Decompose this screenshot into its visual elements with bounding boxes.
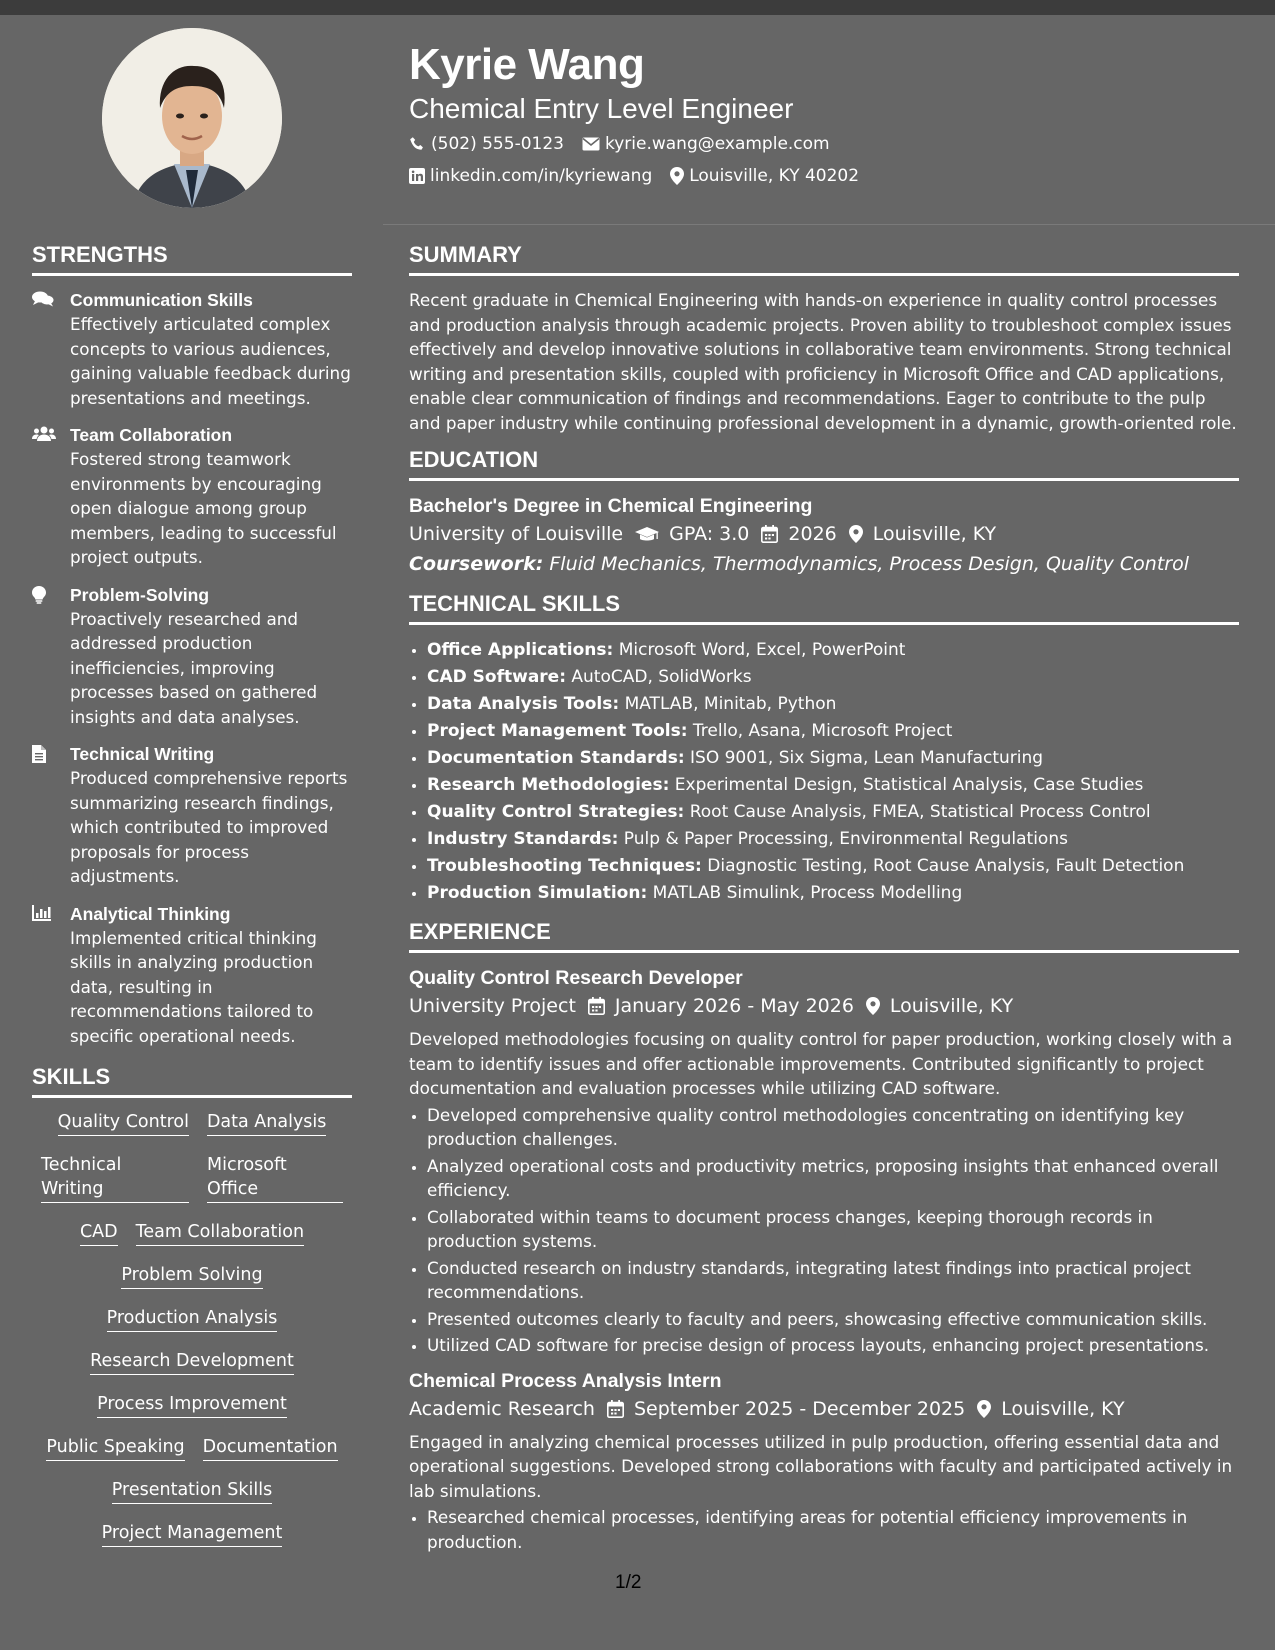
tech-skill-label: CAD Software: bbox=[427, 667, 566, 687]
tech-skill-value: Diagnostic Testing, Root Cause Analysis, Fault Detection bbox=[707, 856, 1185, 876]
phone-contact[interactable] bbox=[409, 132, 564, 156]
job-bullet: • Analyzed operational costs and productivity metrics, proposing insights that enhanced overall efficiency. bbox=[427, 1154, 1239, 1203]
strength-desc: Fostered strong teamwork environments by encouraging open dialogue among group members, leading to successful project outputs. bbox=[70, 449, 337, 567]
tech-skill-value: MATLAB Simulink, Process Modelling bbox=[652, 883, 963, 903]
calendar-icon bbox=[761, 525, 778, 543]
summary-heading: SUMMARY bbox=[409, 242, 1239, 276]
tech-skill-value: Pulp & Paper Processing, Environmental Regulations bbox=[623, 829, 1068, 849]
gpa-item bbox=[635, 519, 749, 549]
technical-skill-item bbox=[427, 826, 1239, 853]
skill-tag: Project Management bbox=[102, 1521, 283, 1547]
tech-skill-label: Research Methodologies: bbox=[427, 775, 670, 795]
header-divider bbox=[383, 224, 1275, 225]
education-meta bbox=[409, 519, 1239, 549]
job-location: Louisville, KY bbox=[889, 995, 1014, 1017]
resume-header bbox=[409, 40, 1249, 188]
tech-skill-value: Microsoft Word, Excel, PowerPoint bbox=[618, 640, 906, 660]
tech-skill-label: Documentation Standards: bbox=[427, 748, 685, 768]
skills-heading: SKILLS bbox=[32, 1064, 352, 1098]
coursework-label: Coursework: bbox=[409, 553, 544, 575]
skill-tag: Team Collaboration bbox=[136, 1220, 304, 1246]
job-bullet: • Researched chemical processes, identifying areas for potential efficiency improvements in production. bbox=[427, 1505, 1239, 1554]
job-bullet: • Collaborated within teams to document process changes, keeping thorough records in production systems. bbox=[427, 1205, 1239, 1254]
education-location-item bbox=[849, 519, 996, 549]
degree-title: Bachelor's Degree in Chemical Engineering bbox=[409, 495, 813, 517]
envelope-icon bbox=[582, 137, 600, 151]
bar-chart-icon bbox=[32, 905, 51, 921]
linkedin-icon bbox=[409, 168, 425, 184]
map-pin-icon bbox=[977, 1400, 991, 1418]
top-bar bbox=[0, 0, 1275, 15]
tech-skill-value: Root Cause Analysis, FMEA, Statistical Process Control bbox=[689, 802, 1151, 822]
strength-desc: Effectively articulated complex concepts to various audiences, gaining valuable feedback during presentations and meetings. bbox=[70, 314, 351, 408]
gpa-text: GPA: 3.0 bbox=[669, 523, 750, 545]
strengths-heading: STRENGTHS bbox=[32, 242, 352, 276]
strength-item bbox=[32, 742, 352, 889]
strength-item bbox=[32, 583, 352, 730]
graduation-year-item bbox=[761, 519, 836, 549]
job-dates-item bbox=[588, 991, 854, 1021]
map-pin-icon bbox=[866, 997, 880, 1015]
tech-skill-value: AutoCAD, SolidWorks bbox=[571, 667, 752, 687]
skill-row bbox=[32, 1349, 352, 1375]
skill-tag: CAD bbox=[80, 1220, 118, 1246]
graduation-cap-icon bbox=[635, 526, 659, 543]
location-text: Louisville, KY 40202 bbox=[689, 166, 860, 186]
technical-skill-item bbox=[427, 637, 1239, 664]
coursework bbox=[409, 549, 1239, 579]
strength-item bbox=[32, 423, 352, 570]
skill-row bbox=[32, 1435, 352, 1461]
year-text: 2026 bbox=[788, 523, 837, 545]
tech-skill-label: Troubleshooting Techniques: bbox=[427, 856, 702, 876]
job-bullet: • Developed comprehensive quality control methodologies concentrating on identifying key production challenges. bbox=[427, 1103, 1239, 1152]
job-summary: Developed methodologies focusing on quality control for paper production, working closely with a team to identify issues and offer actionable improvements. Contributed significantly to project documentation and evaluation processes while utilizing CAD software. bbox=[409, 1029, 1233, 1098]
technical-skill-item bbox=[427, 745, 1239, 772]
tech-skill-label: Production Simulation: bbox=[427, 883, 648, 903]
job-title: Quality Control Research Developer bbox=[409, 967, 743, 989]
skill-row bbox=[32, 1478, 352, 1504]
job-org: Academic Research bbox=[409, 1397, 595, 1420]
strength-title: Communication Skills bbox=[70, 290, 253, 310]
tech-skill-value: ISO 9001, Six Sigma, Lean Manufacturing bbox=[690, 748, 1044, 768]
skill-row bbox=[32, 1521, 352, 1547]
tech-skill-value: Experimental Design, Statistical Analysis, Case Studies bbox=[674, 775, 1144, 795]
job-bullets bbox=[409, 1103, 1239, 1358]
job-dates: September 2025 - December 2025 bbox=[633, 1397, 966, 1420]
tech-skill-label: Project Management Tools: bbox=[427, 721, 688, 741]
tech-skill-label: Quality Control Strategies: bbox=[427, 802, 685, 822]
job-title: Chemical Process Analysis Intern bbox=[409, 1369, 722, 1392]
skill-tag: Microsoft Office bbox=[207, 1153, 343, 1203]
technical-skill-item bbox=[427, 853, 1239, 880]
calendar-icon bbox=[607, 1400, 624, 1418]
contact-row-2 bbox=[409, 164, 1249, 188]
summary-text: Recent graduate in Chemical Engineering with hands-on experience in quality control processes and production analysis through academic projects. Proven ability to troubleshoot complex issues effectively and develop innovative solutions in collaborative team environments. Strong technical writing and presentation skills, coupled with proficiency in Microsoft Office and CAD applications, enable clear communication of findings and recommendations. Eager to contribute to the pulp and paper industry while continuing professional development in a dynamic, growth-oriented role. bbox=[409, 290, 1237, 433]
education-location-text: Louisville, KY bbox=[872, 523, 997, 545]
education-section bbox=[409, 447, 1239, 579]
skill-row bbox=[32, 1220, 352, 1246]
skill-tag: Technical Writing bbox=[41, 1153, 189, 1203]
skill-tag: Production Analysis bbox=[107, 1306, 278, 1332]
candidate-role: Chemical Entry Level Engineer bbox=[409, 93, 794, 124]
document-icon bbox=[32, 745, 46, 763]
job-bullet: • Conducted research on industry standards, integrating latest findings into practical project recommendations. bbox=[427, 1256, 1239, 1305]
page-number: 1/2 bbox=[615, 1572, 642, 1593]
experience-heading: EXPERIENCE bbox=[409, 919, 1239, 953]
job-entry bbox=[409, 1368, 1239, 1555]
school-name: University of Louisville bbox=[409, 523, 624, 545]
job-meta bbox=[409, 1394, 1239, 1424]
phone-icon bbox=[409, 136, 426, 153]
job-bullet: • Utilized CAD software for precise design of process layouts, enhancing project presentations. bbox=[427, 1333, 1239, 1358]
comments-icon bbox=[32, 291, 54, 307]
calendar-icon bbox=[588, 997, 605, 1015]
skill-tag: Presentation Skills bbox=[112, 1478, 272, 1504]
lightbulb-icon bbox=[32, 586, 46, 604]
technical-skill-item bbox=[427, 718, 1239, 745]
skill-row bbox=[32, 1110, 352, 1136]
users-icon bbox=[32, 426, 56, 442]
job-location: Louisville, KY bbox=[1001, 1397, 1125, 1420]
job-dates-item bbox=[607, 1394, 965, 1424]
email-contact[interactable] bbox=[582, 132, 830, 156]
skill-row bbox=[32, 1263, 352, 1289]
job-bullet: • Presented outcomes clearly to faculty and peers, showcasing effective communication skills. bbox=[427, 1307, 1239, 1332]
right-column bbox=[409, 242, 1239, 1566]
experience-section bbox=[409, 919, 1239, 1554]
coursework-list: Fluid Mechanics, Thermodynamics, Process Design, Quality Control bbox=[549, 553, 1190, 575]
job-entry bbox=[409, 965, 1239, 1358]
technical-skill-item bbox=[427, 880, 1239, 907]
linkedin-text: linkedin.com/in/kyriewang bbox=[430, 166, 653, 186]
technical-skill-item bbox=[427, 691, 1239, 718]
technical-skill-item bbox=[427, 664, 1239, 691]
tech-skill-label: Office Applications: bbox=[427, 640, 614, 660]
skill-tag: Public Speaking bbox=[46, 1435, 184, 1461]
skill-tag: Data Analysis bbox=[207, 1110, 326, 1136]
skill-row bbox=[32, 1392, 352, 1418]
skill-tag: Problem Solving bbox=[121, 1263, 262, 1289]
skill-row bbox=[32, 1306, 352, 1332]
job-location-item bbox=[977, 1394, 1124, 1424]
strength-title: Problem-Solving bbox=[70, 584, 210, 605]
education-heading: EDUCATION bbox=[409, 447, 1239, 481]
job-location-item bbox=[866, 991, 1013, 1021]
strength-desc: Implemented critical thinking skills in analyzing production data, resulting in recommendations tailored to specific operational needs. bbox=[70, 927, 317, 1046]
strength-title: Analytical Thinking bbox=[70, 903, 231, 924]
strength-title: Technical Writing bbox=[70, 744, 215, 764]
candidate-name: Kyrie Wang bbox=[409, 40, 645, 89]
summary-section bbox=[409, 242, 1239, 435]
skill-row bbox=[32, 1153, 352, 1203]
skill-tag: Quality Control bbox=[58, 1110, 189, 1136]
skill-tag: Process Improvement bbox=[97, 1392, 287, 1418]
strength-desc: Produced comprehensive reports summarizing research findings, which contributed to improved proposals for process adjustments. bbox=[70, 768, 348, 886]
tech-skill-value: Trello, Asana, Microsoft Project bbox=[692, 721, 953, 741]
technical-skill-item bbox=[427, 772, 1239, 799]
linkedin-contact[interactable] bbox=[409, 164, 652, 188]
map-pin-icon bbox=[670, 167, 684, 185]
skill-tag: Documentation bbox=[203, 1435, 338, 1461]
location-contact bbox=[670, 164, 859, 188]
left-column bbox=[32, 242, 352, 1564]
technical-skills-section bbox=[409, 591, 1239, 907]
job-org: University Project bbox=[409, 995, 576, 1017]
avatar bbox=[102, 28, 282, 208]
tech-skill-value: MATLAB, Minitab, Python bbox=[624, 694, 837, 714]
job-dates: January 2026 - May 2026 bbox=[614, 995, 854, 1017]
contact-row-1 bbox=[409, 132, 1249, 156]
skill-tag: Research Development bbox=[90, 1349, 294, 1375]
technical-skills-heading: TECHNICAL SKILLS bbox=[409, 591, 1239, 625]
strength-item bbox=[32, 902, 352, 1049]
job-bullets bbox=[409, 1505, 1239, 1554]
email-text: kyrie.wang@example.com bbox=[604, 134, 830, 154]
tech-skill-label: Data Analysis Tools: bbox=[427, 694, 620, 714]
technical-skills-list bbox=[409, 637, 1239, 907]
job-summary: Engaged in analyzing chemical processes utilized in pulp production, offering essential data and operational suggestions. Developed strong collaborations with faculty and participated actively in lab simulations. bbox=[409, 1431, 1233, 1501]
map-pin-icon bbox=[849, 525, 863, 543]
strength-title: Team Collaboration bbox=[70, 425, 233, 445]
phone-text: (502) 555-0123 bbox=[431, 134, 564, 154]
tech-skill-label: Industry Standards: bbox=[427, 829, 619, 849]
strength-desc: Proactively researched and addressed production inefficiencies, improving processes based on gathered insights and data analyses. bbox=[70, 608, 318, 727]
strength-item bbox=[32, 288, 352, 410]
technical-skill-item bbox=[427, 799, 1239, 826]
job-meta bbox=[409, 991, 1239, 1021]
